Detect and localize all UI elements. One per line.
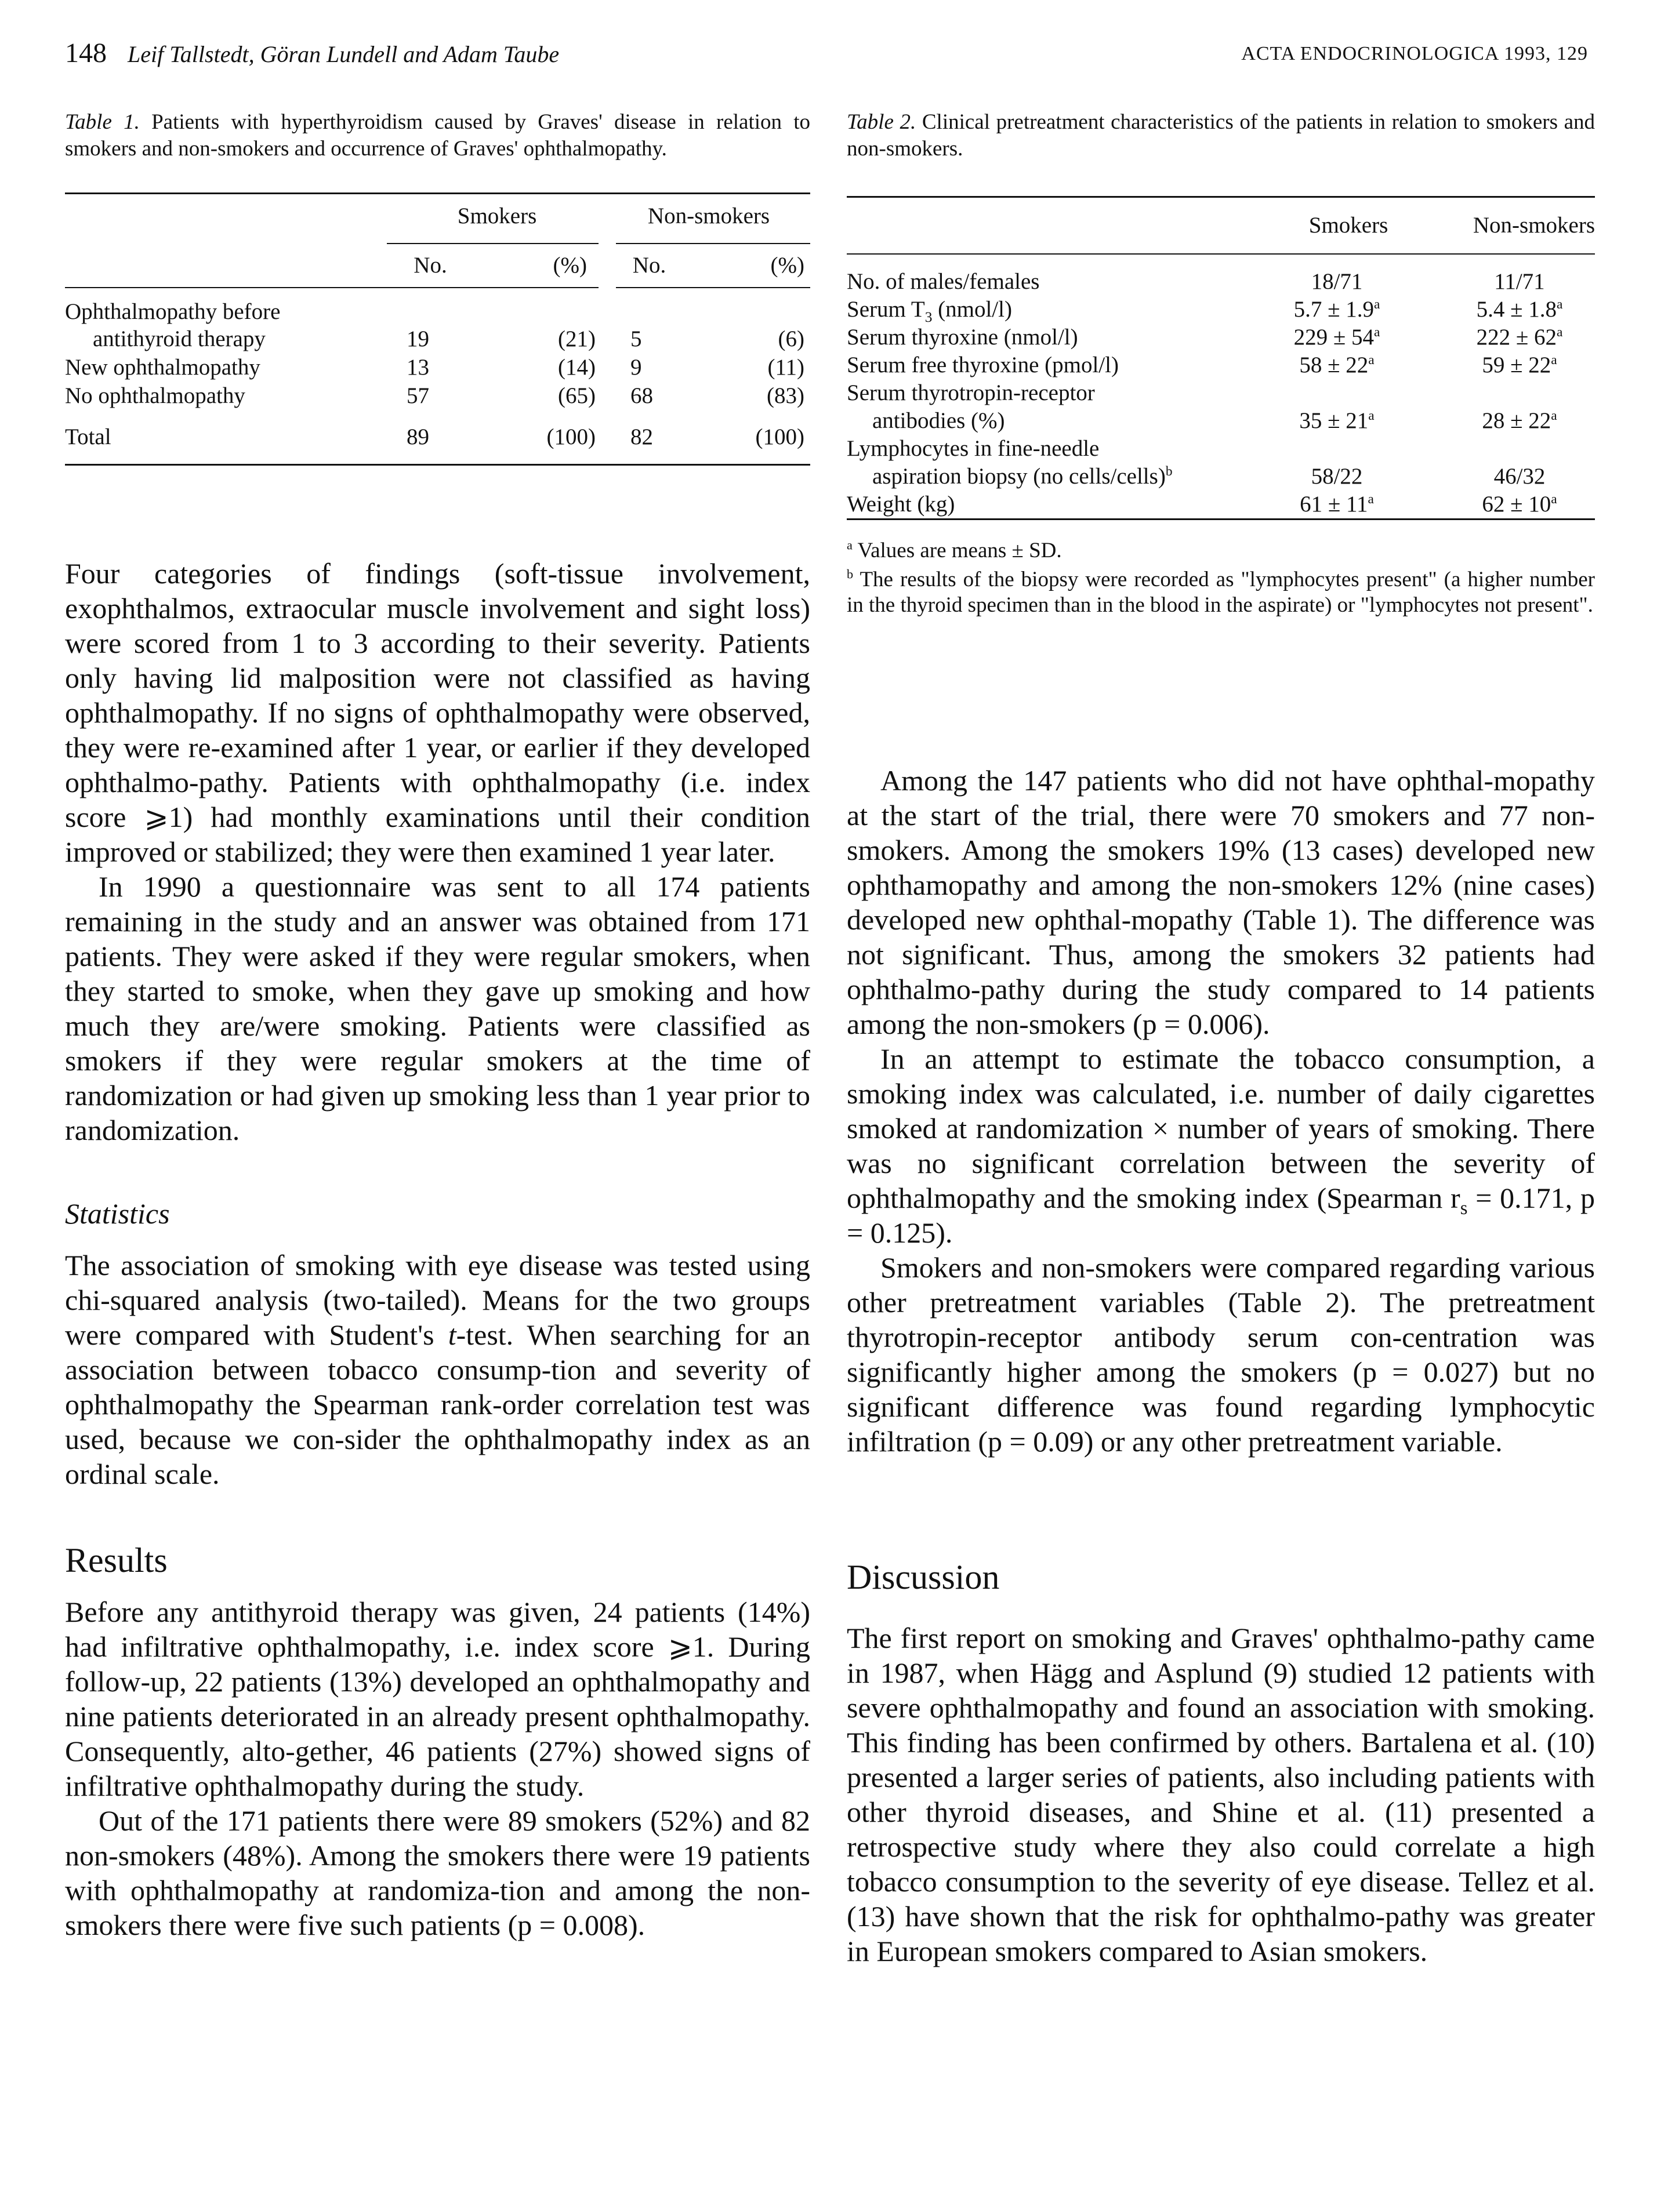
t1-cell: 57 <box>407 383 429 408</box>
footnote-mark: a <box>1551 492 1557 507</box>
table-row <box>65 382 810 410</box>
table-row <box>847 491 1595 520</box>
table-row <box>847 379 1595 407</box>
statistics-text <box>65 1248 810 1491</box>
t1-cell: (21) <box>558 326 596 351</box>
t1-group-smokers: Smokers <box>457 203 537 228</box>
table1 <box>65 192 810 466</box>
footnote-a <box>847 538 1595 564</box>
t1-row-label: Total <box>65 424 111 449</box>
t2-col-smokers: Smokers <box>1308 213 1388 238</box>
t2-cell: 11/71 <box>1494 269 1545 294</box>
t1-row-label: No ophthalmopathy <box>65 383 245 408</box>
text-run: t <box>448 1318 456 1351</box>
results-text <box>65 1594 810 1942</box>
text-run: 35 ± 21 <box>1299 408 1369 433</box>
text-run: (nmol/l) <box>932 297 1012 322</box>
table-row <box>847 351 1595 379</box>
t1-col-no: No. <box>607 244 683 288</box>
t1-cell: 82 <box>630 424 653 449</box>
t1-cell: (83) <box>767 383 804 408</box>
t1-cell: 5 <box>630 326 642 351</box>
t2-row-label: Serum free thyroxine (pmol/l) <box>847 353 1119 377</box>
text-run: = 0.171, p = 0.125). <box>847 1181 1595 1249</box>
t2-col-nonsmokers: Non-smokers <box>1473 213 1595 238</box>
table-row <box>847 463 1595 491</box>
right-body-text <box>847 763 1595 1459</box>
table2-label: Table 2. <box>847 110 916 134</box>
table1-caption <box>65 109 810 162</box>
paragraph: Out of the 171 patients there were 89 smokers (52%) and 82 non-smokers (48%). Among the smokers there were 19 patients with ophthalmopathy at randomiza-tion and among the non-smokers there were five such patients (p = 0.008). <box>65 1804 810 1941</box>
table2 <box>847 196 1595 521</box>
t2-cell: 46/32 <box>1493 464 1546 489</box>
footnote-mark: a <box>1374 325 1380 340</box>
page-number: 148 <box>65 38 107 68</box>
paragraph: The first report on smoking and Graves' ophthalmo-pathy came in 1987, when Hägg and Asplund (9) studied 12 patients with severe ophthalmopathy and found an association with smoking. This finding has been confirmed by others. Bartalena et al. (10) presented a larger series of patients, also including patients with other thyroid diseases, and Shine et al. (11) presented a retrospective study where they also could correlate a high tobacco consumption to the severity of eye disease. Tellez et al. (13) have shown that the risk for ophthalmo-pathy was greater in European smokers compared to Asian smokers. <box>847 1621 1595 1967</box>
t1-cell: (65) <box>558 383 596 408</box>
text-run: 5.7 ± 1.9 <box>1293 297 1374 322</box>
paragraph: Smokers and non-smokers were compared regarding various other pretreatment variables (Table 2). The pretreatment thyrotropin-receptor antibody serum con-centration was significantly higher among the smokers (p = 0.027) but no significant difference was found regarding lymphocytic infiltration (p = 0.09) or any other pretreatment variable. <box>847 1251 1595 1458</box>
t1-cell: 89 <box>407 424 429 449</box>
text-run: -test. When searching for an association between tobacco consump-tion and severity of ophthalmopathy the Spearman rank-order correlation test was used, because we con-sider the ophthalmopathy index as an ordinal scale. <box>65 1318 811 1490</box>
t2-cell: 18/71 <box>1311 269 1363 294</box>
table-row <box>847 268 1595 296</box>
paragraph: Before any antithyroid therapy was given, 24 patients (14%) had infiltrative ophthalmopathy, i.e. index score ⩾1. During follow-up, 22 patients (13%) developed an ophthalmopathy and nine patients deteriorated in an already present ophthalmopathy. Consequently, alto-gether, 46 patients (27%) showed signs of infiltrative ophthalmopathy during the study. <box>65 1595 810 1802</box>
table-row <box>847 407 1595 435</box>
footnote-mark: a <box>1557 297 1563 312</box>
results-heading: Results <box>65 1541 168 1579</box>
t2-row-label: Weight (kg) <box>847 492 955 517</box>
t2-row-label: Serum thyroxine (nmol/l) <box>847 325 1078 350</box>
footnote-mark: b <box>1165 464 1173 479</box>
paragraph: Among the 147 patients who did not have ophthal-mopathy at the start of the trial, there were 70 smokers and 77 non-smokers. Among the smokers 19% (13 cases) developed new ophthamopathy and among the non-smokers 12% (nine cases) developed new ophthal-mopathy (Table 1). The difference was not significant. Thus, among the smokers 32 patients had ophthalmo-pathy during the study compared to 14 patients among the non-smokers (p = 0.006). <box>847 764 1595 1040</box>
text-run: In an attempt to estimate the tobacco consumption, a smoking index was calculated, i.e. number of daily cigarettes smoked at randomization × number of years of smoking. There was no significant correlation between the severity of ophthalmopathy and the smoking index (Spearman r <box>847 1042 1595 1214</box>
text-run: 61 ± 11 <box>1300 492 1368 517</box>
text-run: 222 ± 62 <box>1476 325 1557 350</box>
t2-cell <box>1421 491 1595 520</box>
left-column <box>65 109 810 1942</box>
text-run: aspiration biopsy (no cells/cells) <box>872 464 1166 489</box>
t1-cell: 9 <box>630 354 642 380</box>
t2-cell <box>1421 351 1595 379</box>
t1-cell: 19 <box>407 326 429 351</box>
t1-col-pct: (%) <box>474 244 607 288</box>
t2-cell <box>1253 491 1421 520</box>
text-run: 5.4 ± 1.8 <box>1476 297 1557 322</box>
t1-cell: 13 <box>407 354 429 380</box>
text-run: Values are means ± SD. <box>857 538 1062 562</box>
t1-row-label: New ophthalmopathy <box>65 354 260 380</box>
text-run: 58 ± 22 <box>1299 353 1369 377</box>
t2-row-label: Lymphocytes in fine-needle <box>847 436 1100 461</box>
t1-cell: (6) <box>778 326 804 351</box>
running-header-left <box>65 37 559 69</box>
t2-cell <box>1253 324 1421 351</box>
table-row <box>847 435 1595 463</box>
footnote-mark: a <box>1368 408 1375 423</box>
table-row <box>65 288 810 325</box>
t1-cell: (11) <box>767 354 804 380</box>
t2-cell <box>1421 407 1595 435</box>
journal-citation: ACTA ENDOCRINOLOGICA 1993, 129 <box>1241 43 1588 64</box>
statistics-heading: Statistics <box>65 1197 170 1230</box>
text-run: The association of smoking with eye disease was tested using chi-squared analysis (two-tailed). Means for the two groups were compared with Student's <box>65 1248 810 1351</box>
footnote-mark: b <box>847 566 854 582</box>
table2-caption <box>847 109 1595 162</box>
paragraph: Four categories of findings (soft-tissue involvement, exophthalmos, extraocular muscle involvement and sight loss) were scored from 1 to 3 according to their severity. Patients only having lid malposition were not classified as having ophthalmopathy. If no signs of ophthalmopathy were observed, they were re-examined after 1 year, or earlier if they developed ophthalmo-pathy. Patients with ophthalmopathy (i.e. index score ⩾1) had monthly examinations until their condition improved or stabilized; they were then examined 1 year later. <box>65 557 810 868</box>
text-run: 62 ± 10 <box>1482 492 1551 517</box>
table-row <box>65 410 810 465</box>
discussion-text <box>847 1621 1595 1968</box>
t2-cell <box>1253 351 1421 379</box>
text-run: 3 <box>924 308 933 325</box>
t1-cell: 68 <box>630 383 653 408</box>
paragraph: In 1990 a questionnaire was sent to all 174 patients remaining in the study and an answer was obtained from 171 patients. They were asked if they were regular smokers, when they started to smoke, when they gave up smoking and how much they are/were smoking. Patients were classified as smokers if they were regular smokers at the time of randomization or had given up smoking less than 1 year prior to randomization. <box>65 870 810 1146</box>
t1-cell: (14) <box>558 354 596 380</box>
t2-row-label <box>847 463 1253 491</box>
footnote-mark: a <box>1557 325 1563 340</box>
t1-cell: (100) <box>755 424 804 449</box>
t1-row-label: antithyroid therapy <box>93 326 266 351</box>
footnote-mark: a <box>847 537 853 553</box>
text-run: 59 ± 22 <box>1482 353 1551 377</box>
t2-cell: 58/22 <box>1311 464 1363 489</box>
t1-col-pct: (%) <box>683 244 810 288</box>
text-run: 229 ± 54 <box>1293 325 1374 350</box>
right-column <box>847 109 1595 1968</box>
t2-cell <box>1421 324 1595 351</box>
t2-row-label: Serum thyrotropin-receptor <box>847 380 1095 405</box>
table-row <box>65 325 810 353</box>
t1-cell: (100) <box>546 424 596 449</box>
left-body-text <box>65 556 810 1147</box>
t1-row-label: Ophthalmopathy before <box>65 299 281 324</box>
t2-row-label: No. of males/females <box>847 269 1040 294</box>
table-row <box>847 296 1595 324</box>
table2-footnotes <box>847 538 1595 618</box>
t2-row-label: antibodies (%) <box>872 408 1005 433</box>
footnote-mark: a <box>1368 492 1374 507</box>
footnote-mark: a <box>1374 297 1380 312</box>
t2-cell <box>1421 296 1595 324</box>
footnote-mark: a <box>1368 353 1375 368</box>
table-row <box>847 324 1595 351</box>
discussion-heading: Discussion <box>847 1557 1000 1596</box>
t1-col-no: No. <box>387 244 474 288</box>
table1-label: Table 1. <box>65 110 140 134</box>
text-run: Serum T <box>847 297 925 322</box>
t2-row-label <box>847 296 1253 324</box>
t1-group-nonsmokers: Non-smokers <box>647 203 770 228</box>
table2-caption-text: Clinical pretreatment characteristics of the patients in relation to smokers and non-smokers. <box>847 110 1596 161</box>
text-run: s <box>1460 1197 1468 1219</box>
table1-caption-text: Patients with hyperthyroidism caused by Graves' disease in relation to smokers and non-smokers and occurrence of Graves' ophthalmopathy. <box>65 110 810 161</box>
footnote-mark: a <box>1551 353 1557 368</box>
paragraph <box>847 1041 1595 1250</box>
author-list: Leif Tallstedt, Göran Lundell and Adam Taube <box>128 41 560 67</box>
footnote-mark: a <box>1551 408 1557 423</box>
table-row <box>65 353 810 382</box>
t2-cell <box>1253 407 1421 435</box>
text-run: The results of the biopsy were recorded as "lymphocytes present" (a higher number in the thyroid specimen than in the blood in the aspirate) or "lymphocytes not present". <box>847 567 1595 617</box>
t2-cell <box>1253 296 1421 324</box>
footnote-b <box>847 567 1595 618</box>
text-run: 28 ± 22 <box>1482 408 1551 433</box>
